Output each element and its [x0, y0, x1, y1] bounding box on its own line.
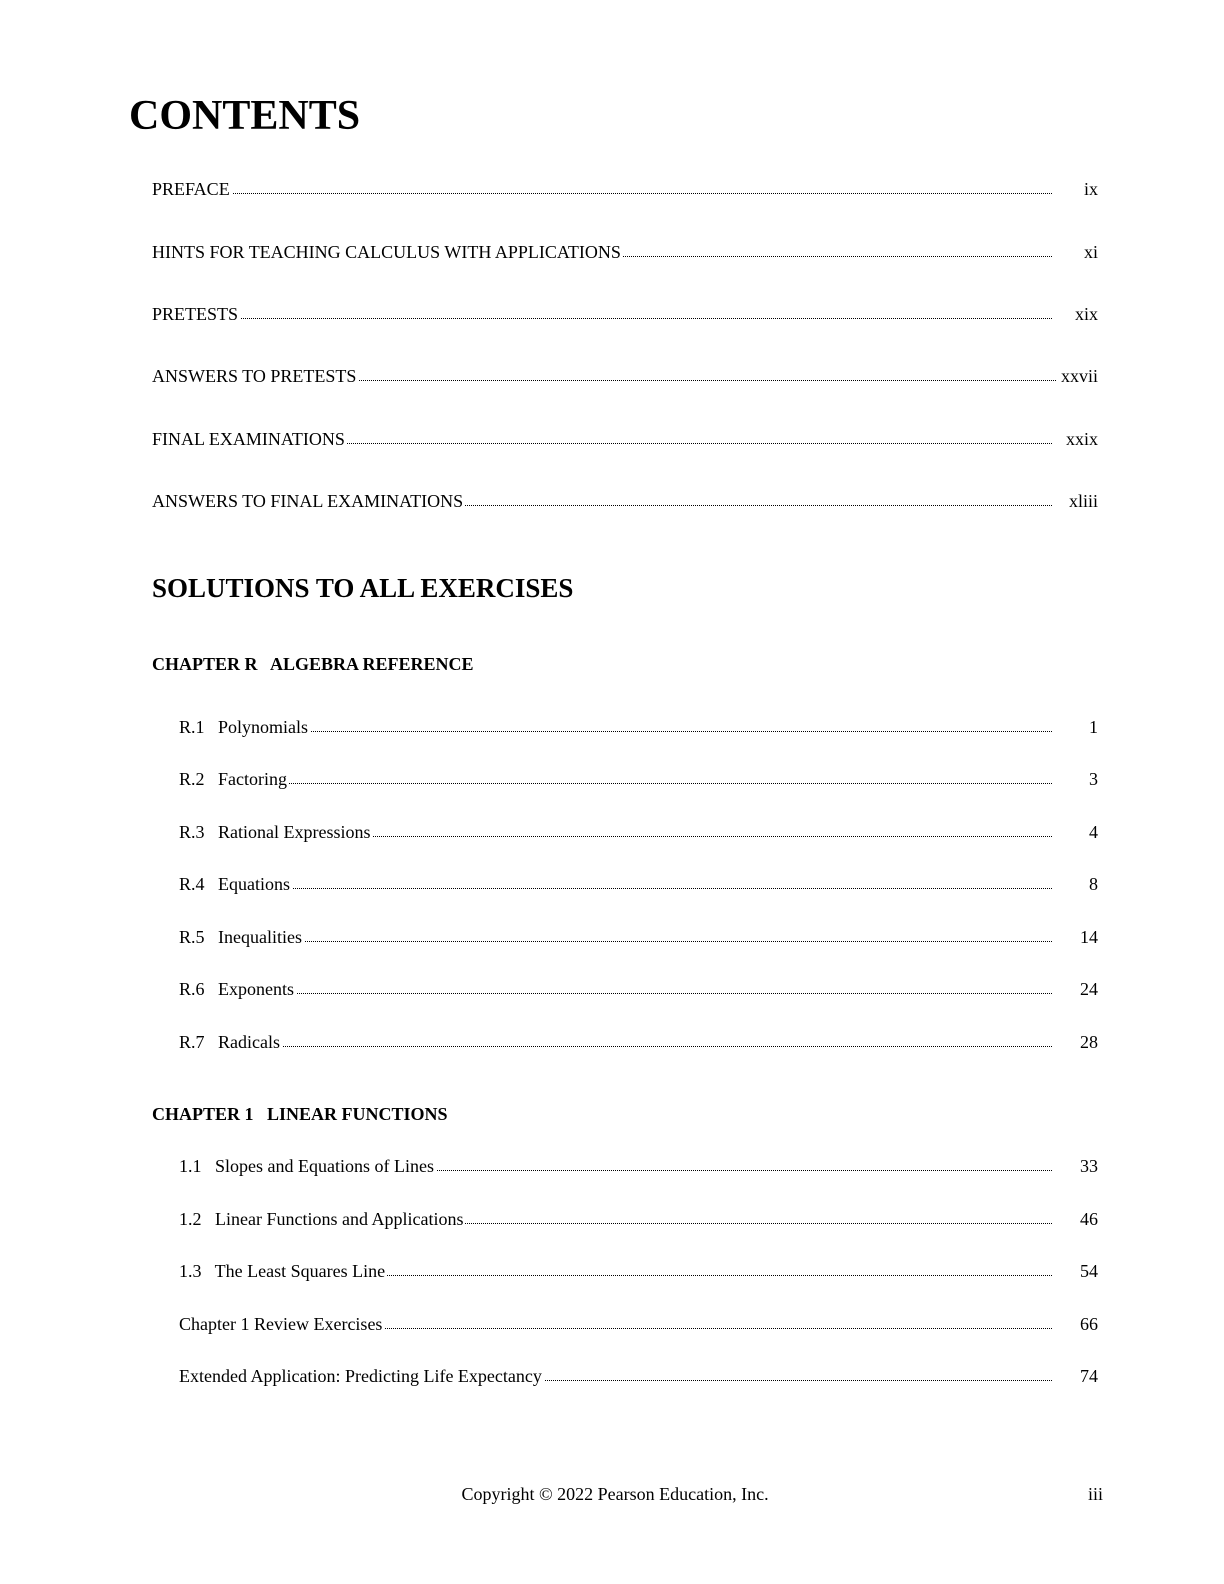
toc-entry-label: ANSWERS TO PRETESTS — [152, 363, 358, 389]
toc-entry-page: 3 — [1087, 766, 1098, 792]
toc-entry-page: xliii — [1067, 488, 1098, 514]
toc-entry-label: R.1 Polynomials — [179, 714, 310, 740]
toc-entry-label: R.7 Radicals — [179, 1029, 282, 1055]
toc-entry-r4[interactable] — [179, 871, 1098, 897]
toc-entry-page: xix — [1073, 301, 1098, 327]
toc-entry-label: Extended Application: Predicting Life Expectancy — [179, 1363, 544, 1389]
toc-entry-r5[interactable] — [179, 924, 1098, 950]
toc-entry-final-exams[interactable] — [152, 426, 1098, 452]
chapter-heading: CHAPTER R ALGEBRA REFERENCE — [152, 654, 474, 674]
dot-leader — [152, 318, 1052, 319]
toc-entry-r1[interactable] — [179, 714, 1098, 740]
dot-leader — [179, 941, 1052, 942]
page-title: CONTENTS — [129, 93, 361, 139]
toc-entry-page: 66 — [1078, 1311, 1098, 1337]
toc-entry-ch1-review[interactable] — [179, 1311, 1098, 1337]
dot-leader — [179, 993, 1052, 994]
toc-entry-1-2[interactable] — [179, 1206, 1098, 1232]
toc-entry-label: R.5 Inequalities — [179, 924, 304, 950]
toc-entry-page: xi — [1082, 239, 1098, 265]
toc-entry-preface[interactable] — [152, 176, 1098, 202]
toc-entry-1-1[interactable] — [179, 1153, 1098, 1179]
dot-leader — [179, 1046, 1052, 1047]
toc-entry-r6[interactable] — [179, 976, 1098, 1002]
toc-entry-label: PREFACE — [152, 176, 232, 202]
toc-entry-label: FINAL EXAMINATIONS — [152, 426, 347, 452]
toc-entry-page: 74 — [1078, 1363, 1098, 1389]
toc-entry-label: R.2 Factoring — [179, 766, 289, 792]
toc-entry-page: 54 — [1078, 1258, 1098, 1284]
chapter-heading: CHAPTER 1 LINEAR FUNCTIONS — [152, 1104, 448, 1124]
toc-entry-r7[interactable] — [179, 1029, 1098, 1055]
footer-page-number: iii — [1087, 1484, 1103, 1504]
toc-entry-label: PRETESTS — [152, 301, 240, 327]
section-heading: SOLUTIONS TO ALL EXERCISES — [152, 573, 574, 603]
footer-copyright: Copyright © 2022 Pearson Education, Inc. — [461, 1484, 769, 1504]
toc-entry-page: ix — [1082, 176, 1098, 202]
toc-entry-label: Chapter 1 Review Exercises — [179, 1311, 384, 1337]
toc-entry-label: R.6 Exponents — [179, 976, 296, 1002]
toc-entry-page: xxix — [1064, 426, 1098, 452]
toc-entry-label: 1.3 The Least Squares Line — [179, 1258, 387, 1284]
toc-entry-page: 14 — [1078, 924, 1098, 950]
toc-entry-page: 24 — [1078, 976, 1098, 1002]
toc-entry-r2[interactable] — [179, 766, 1098, 792]
toc-entry-pretests[interactable] — [152, 301, 1098, 327]
toc-entry-label: ANSWERS TO FINAL EXAMINATIONS — [152, 488, 465, 514]
toc-entry-label: 1.2 Linear Functions and Applications — [179, 1206, 465, 1232]
toc-entry-page: xxvii — [1059, 363, 1098, 389]
toc-entry-page: 33 — [1078, 1153, 1098, 1179]
toc-entry-page: 28 — [1078, 1029, 1098, 1055]
toc-entry-page: 8 — [1087, 871, 1098, 897]
toc-entry-ch1-extended[interactable] — [179, 1363, 1098, 1389]
toc-entry-hints[interactable] — [152, 239, 1098, 265]
dot-leader — [152, 193, 1052, 194]
toc-entry-label: HINTS FOR TEACHING CALCULUS WITH APPLICATIONS — [152, 239, 623, 265]
toc-entry-answers-finals[interactable] — [152, 488, 1098, 514]
dot-leader — [179, 783, 1052, 784]
toc-entry-1-3[interactable] — [179, 1258, 1098, 1284]
toc-entry-page: 4 — [1087, 819, 1098, 845]
toc-entry-page: 1 — [1087, 714, 1098, 740]
toc-entry-r3[interactable] — [179, 819, 1098, 845]
dot-leader — [179, 888, 1052, 889]
toc-entry-label: 1.1 Slopes and Equations of Lines — [179, 1153, 436, 1179]
toc-entry-answers-pretests[interactable] — [152, 363, 1098, 389]
toc-entry-label: R.3 Rational Expressions — [179, 819, 373, 845]
toc-entry-page: 46 — [1078, 1206, 1098, 1232]
toc-entry-label: R.4 Equations — [179, 871, 292, 897]
